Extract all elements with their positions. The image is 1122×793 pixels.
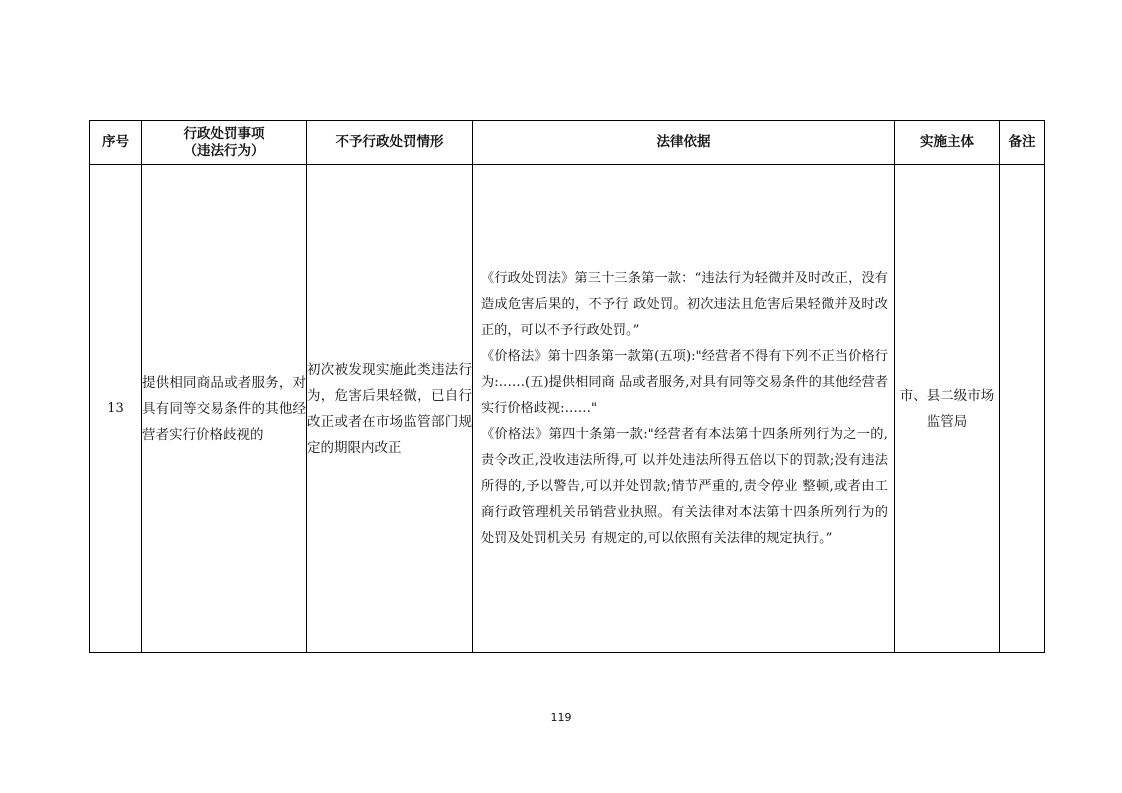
header-authority: 实施主体 bbox=[895, 121, 1000, 165]
row-remarks bbox=[1000, 165, 1045, 653]
row-item: 提供相同商品或者服务，对具有同等交易条件的其他经营者实行价格歧视的 bbox=[142, 165, 307, 653]
header-circumstance: 不予行政处罚情形 bbox=[307, 121, 473, 165]
row-seq: 13 bbox=[90, 165, 142, 653]
header-row bbox=[90, 121, 1045, 165]
row-legal-basis bbox=[473, 165, 895, 653]
header-item-line2: （违法行为） bbox=[183, 142, 265, 159]
row-authority: 市、县二级市场监管局 bbox=[895, 165, 1000, 653]
header-item-line1: 行政处罚事项 bbox=[183, 125, 265, 142]
legal-basis-paragraph: 《价格法》第四十条第一款:"经营者有本法第十四条所列行为之一的,责令改正,没收违法所得,可 以并处违法所得五倍以下的罚款;没有违法所得的,予以警告,可以并处罚款;情节严重的,责令停业 整顿,或者由工商行政管理机关吊销营业执照。有关法律对本法第十四条所列行为的处罚及处罚机关另 有规定的,可以依照有关法律的规定执行。” bbox=[481, 426, 888, 546]
legal-basis-paragraph: 《行政处罚法》第三十三条第一款：“违法行为轻微并及时改正，没有造成危害后果的，不予行 政处罚。初次违法且危害后果轻微并及时改正的，可以不予行政处罚。” bbox=[481, 270, 888, 338]
header-remarks: 备注 bbox=[1000, 121, 1045, 165]
header-seq: 序号 bbox=[90, 121, 142, 165]
header-legal-basis: 法律依据 bbox=[473, 121, 895, 165]
page-number: 119 bbox=[550, 711, 572, 724]
legal-basis-paragraph: 《价格法》第十四条第一款第(五项):"经营者不得有下列不正当价格行为:……(五)提供相同商 品或者服务,对具有同等交易条件的其他经营者实行价格歧视:……" bbox=[481, 348, 888, 416]
table-row bbox=[90, 165, 1045, 653]
row-circumstance: 初次被发现实施此类违法行为，危害后果轻微，已自行改正或者在市场监管部门规定的期限内改正 bbox=[307, 165, 473, 653]
penalty-table bbox=[89, 120, 1045, 653]
header-item bbox=[142, 121, 307, 165]
